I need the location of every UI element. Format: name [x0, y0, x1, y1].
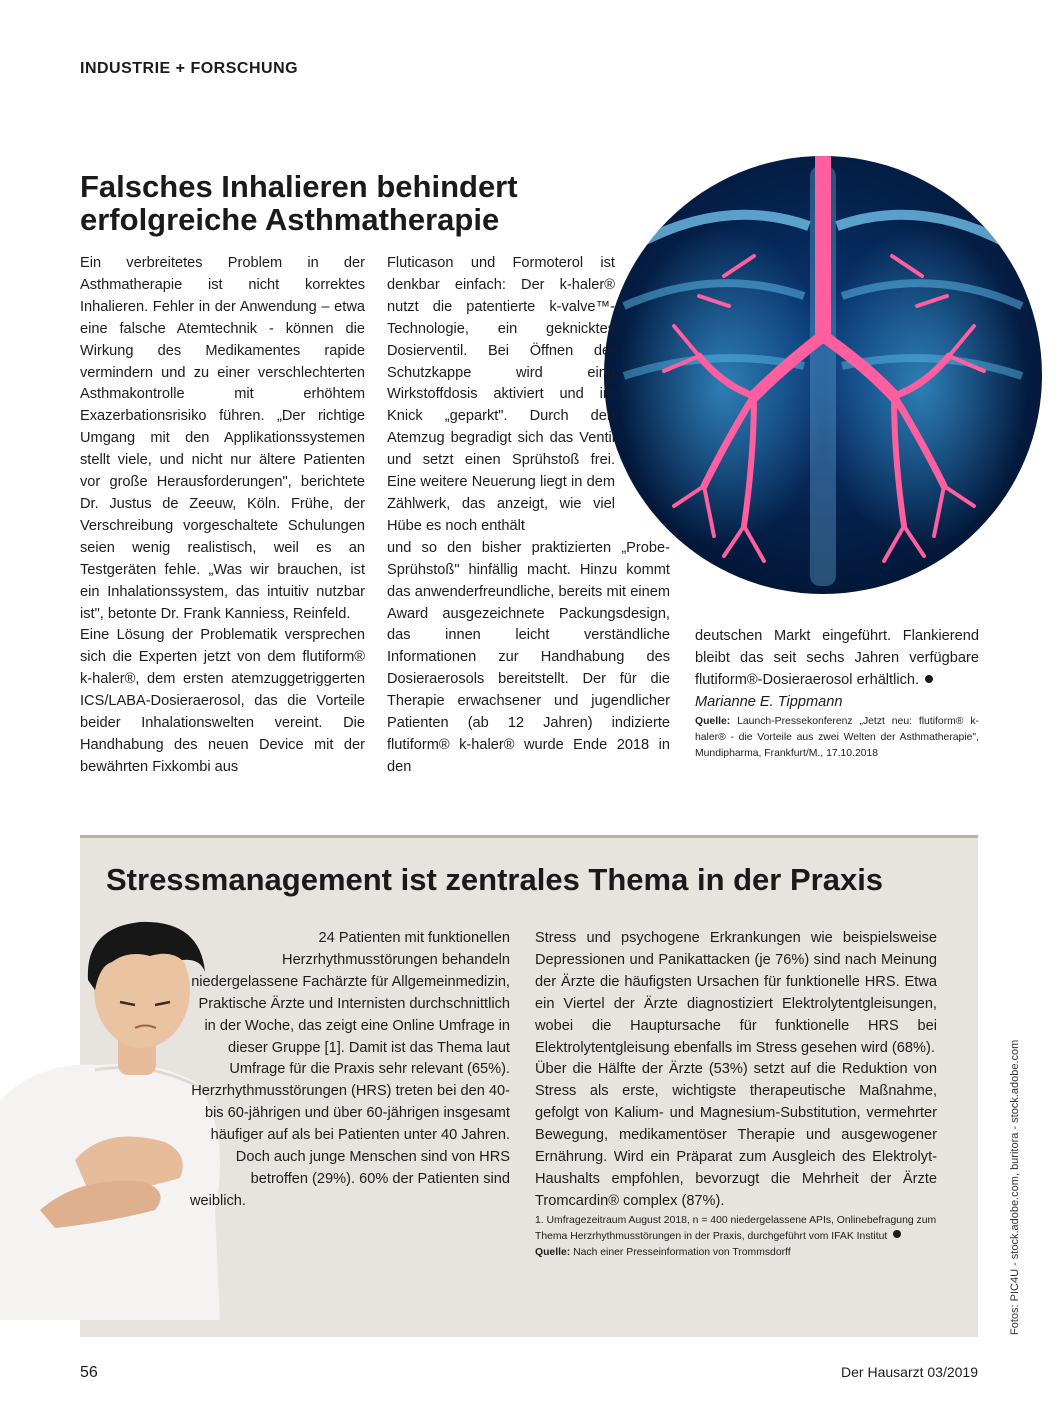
article-paragraph: Fluticason und Formoterol ist denkbar einfach: Der k-haler® nutzt die patentierte k-valve™-Technologie, ein geknicktes Dosierventil. Bei Öffnen der Schutzkappe wird eine Wirkstoffdosis aktiviert und im Knick „geparkt". Durch den Atemzug begradigt sich das Ventil und setzt einen Sprühstoß frei. Eine weitere Neuerung liegt in dem Zählwerk, das anzeigt, wie viel Hübe es noch enthält — [387, 255, 615, 534]
box-column-1 — [190, 928, 510, 1213]
article-title-light: Falsches Inhalieren behindert erfolgreiche — [80, 169, 518, 237]
box-footnote — [535, 1213, 937, 1245]
article-column-3 — [695, 626, 979, 762]
magazine-issue: Der Hausarzt 03/2019 — [841, 1364, 978, 1380]
article-paragraph-text: deutschen Markt eingeführt. Flankierend bleibt das seit sechs Jahren verfügbare flutiform®-Dosieraerosol erhältlich. — [695, 628, 979, 688]
source-text: Launch-Pressekonferenz „Jetzt neu: flutiform® k-haler® - die Vorteile aus zwei Welten der Asthmatherapie", Mundipharma, Frankfurt/M., 17.10.2018 — [695, 715, 979, 759]
box-paragraph: Über die Hälfte der Ärzte (53%) setzt auf die Reduktion von Stress als erste, wichtigste therapeutische Maßnahme, gefolgt von Kalium- und Magnesium-Substitution, vermehrter Bewegung, medikamentöser Therapie und ausgewogener Ernährung. Wird ein Präparat zum Ausgleich des Elektrolyt-Haushalts empfohlen, bevorzugt die Mehrheit der Ärzte Tromcardin® complex (87%). — [535, 1061, 937, 1209]
box-source — [535, 1245, 937, 1261]
box-title-light: ist zentrales Thema in der Praxis — [392, 862, 884, 897]
box-paragraph: Herzrhythmusstörungen (HRS) treten bei den 40- bis 60-jährigen und über 60-jährigen insgesamt häufiger auf als bei Patienten unter 40 Jahren. Doch auch junge Menschen sind von HRS betroffen (29%). 60% der Patienten sind — [191, 1083, 510, 1187]
box-title-bold: Stressmanagement — [106, 862, 393, 897]
article-source — [695, 714, 979, 762]
article-paragraph: Ein verbreitetes Problem in der Asthmatherapie ist nicht korrektes Inhalieren. Fehler in der Anwendung – etwa eine falsche Atemtechnik - können die Wirkung des Medikamentes rapide vermindern und zu einer verschlechterten Asthmakontrolle mit erhöhtem Exazerbationsrisiko führen. „Der richtige Umgang mit den Applikationssystemen stellt viele, und nicht nur ältere Patienten vor große Herausforderungen", berichtete Dr. Justus de Zeeuw, Köln. Frühe, der Verschreibung vorgeschaltete Schulungen seien wenig realistisch, weil es an Testgeräten fehle. „Was wir brauchen, ist ein Inhalationssystem, das intuitiv nutzbar ist", betonte Dr. Frank Kanniess, Reinfeld. — [80, 255, 365, 622]
page-number: 56 — [80, 1364, 98, 1381]
box-paragraph: weiblich. — [190, 1192, 246, 1209]
end-mark-icon — [925, 675, 933, 683]
end-mark-icon — [893, 1230, 901, 1238]
article-paragraph: und so den bisher praktizierten „Probe-Sprühstoß" hinfällig macht. Hinzu kommt das anwenderfreundliche, bereits mit einem Award ausgezeichnete Packungsdesign, das innen leicht verständliche Informationen zur Handhabung des Dosieraerosols bereitstellt. Der für die Therapie erwachsener und jugendlicher Patienten (ab 12 Jahren) indizierte flutiform® k-haler® wurde Ende 2018 in den — [387, 539, 670, 775]
box-title — [106, 862, 883, 898]
article-paragraph — [695, 626, 979, 692]
box-paragraph: 24 Patienten mit funktionellen Herzrhythmusstörungen behandeln niedergelassene Fachärzte für Allgemeinmedizin, Praktische Ärzte und Internisten durchschnittlich in der Woche, das zeigt eine Online Umfrage in dieser Gruppe [1]. Damit ist das Thema laut Umfrage für die Praxis sehr relevant (65%). — [191, 930, 510, 1078]
article-author: Marianne E. Tippmann — [695, 693, 843, 710]
footnote-text: 1. Umfragezeitraum August 2018, n = 400 niedergelassene APIs, Onlinebefragung zum Thema Herzrhythmusstörungen in der Praxis, durchgeführt vom IFAK Institut — [535, 1214, 937, 1242]
section-label: INDUSTRIE + FORSCHUNG — [80, 60, 299, 77]
article-title-bold: Asthmatherapie — [264, 202, 500, 237]
box-column-2 — [535, 928, 937, 1261]
source-text: Nach einer Presseinformation von Trommsdorff — [573, 1246, 791, 1258]
photo-credit: Fotos: PIC4U - stock.adobe.com, buritora - stock.adobe.com — [1009, 1039, 1021, 1335]
source-label: Quelle: — [535, 1246, 571, 1258]
article-column-2 — [387, 253, 670, 779]
article-paragraph: Eine Lösung der Problematik versprechen sich die Experten jetzt von dem flutiform® k-haler®, dem ersten atemzuggetriggerten ICS/LABA-Dosieraerosol, das die Vorteile beider Inhalationswelten vereint. Die Handhabung des neuen Device mit der bewährten Fixkombi aus — [80, 627, 365, 775]
source-label: Quelle: — [695, 715, 731, 727]
article-title — [80, 170, 640, 236]
box-paragraph: Stress und psychogene Erkrankungen wie beispielsweise Depressionen und Panikattacken (je 76%) sind nach Meinung der Ärzte die häufigsten Ursachen für funktionelle HRS. Etwa ein Viertel der Ärzte diagnostiziert Elektrolytentgleisungen, wobei die Hauptursache für funktionelle HRS bei Elektrolytentgleisung ebenfalls im Stress gesehen wird (68%). — [535, 930, 937, 1056]
article-column-1 — [80, 253, 365, 779]
